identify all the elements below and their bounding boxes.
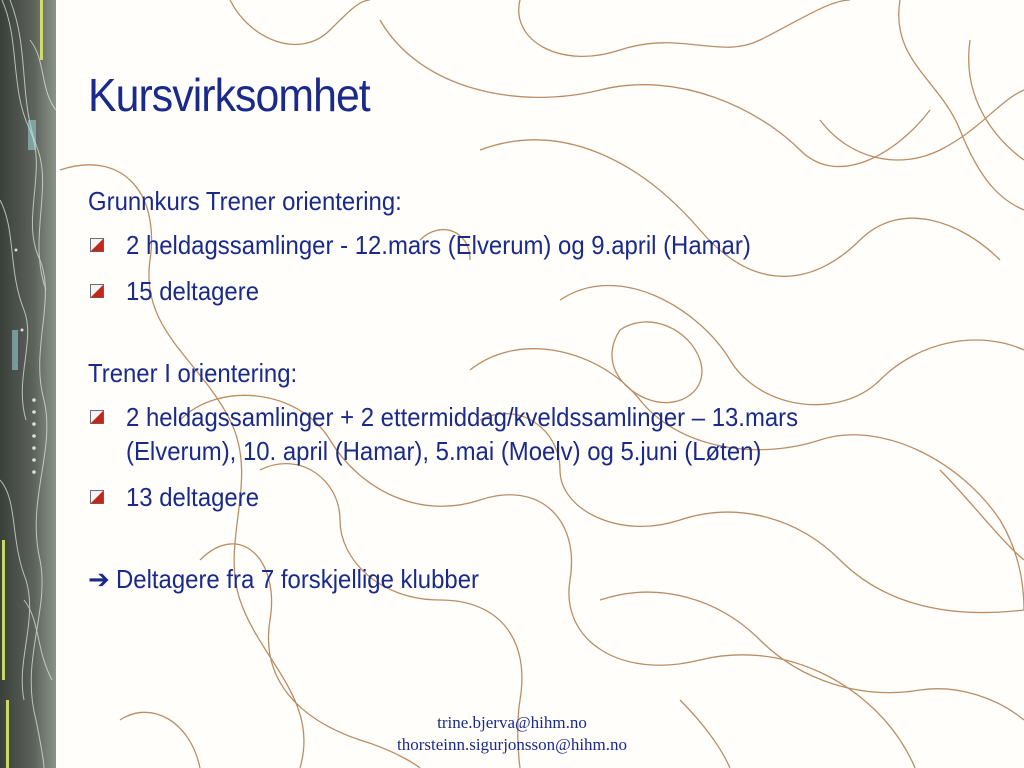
slide-title: Kursvirksomhet bbox=[88, 69, 370, 121]
section-heading-trener-1: Trener I orientering: bbox=[88, 358, 298, 388]
list-item: 15 deltagere bbox=[88, 274, 988, 308]
section-heading-grunnkurs: Grunnkurs Trener orientering: bbox=[88, 186, 402, 216]
footer-email-2: thorsteinn.sigurjonsson@hihm.no bbox=[396, 735, 628, 754]
bullet-square-icon bbox=[90, 238, 104, 252]
list-item: 13 deltagere bbox=[88, 480, 988, 514]
map-strip-image bbox=[0, 0, 56, 768]
bullet-square-icon bbox=[90, 410, 104, 424]
list-item: 2 heldagssamlinger + 2 ettermiddag/kveldssamlinger – 13.mars (Elverum), 10. april (Hamar), 5.mai (Moelv) og 5.juni (Løten) bbox=[88, 400, 988, 468]
footer-contact bbox=[330, 712, 694, 756]
list-item: 2 heldagssamlinger - 12.mars (Elverum) og 9.april (Hamar) bbox=[88, 228, 988, 262]
slide-body bbox=[88, 184, 988, 597]
bullet-square-icon bbox=[90, 284, 104, 298]
right-arrow-icon: ➔ bbox=[88, 565, 110, 595]
conclusion-line: ➔ Deltagere fra 7 forskjellige klubber bbox=[88, 564, 479, 595]
footer-email-1: trine.bjerva@hihm.no bbox=[437, 713, 587, 732]
bullet-square-icon bbox=[90, 490, 104, 504]
